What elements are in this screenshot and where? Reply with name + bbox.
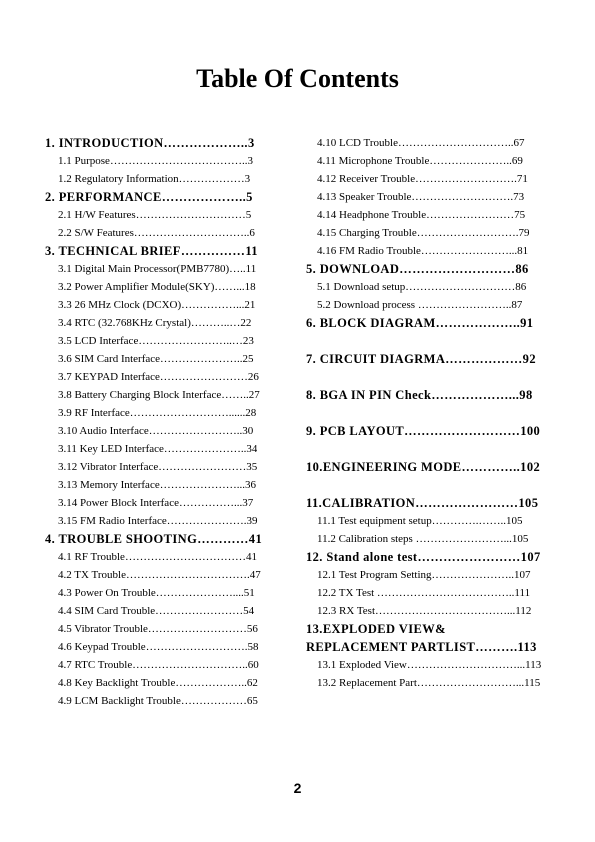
toc-subsection-entry: 2.2 S/W Features…………………………..6 [58,227,255,239]
toc-section-entry: 5. DOWNLOAD………………………86 [306,262,529,276]
toc-subsection-entry: 4.6 Keypad Trouble……………………….58 [58,641,259,653]
toc-section-entry: 7. CIRCUIT DIAGRMA………………92 [306,352,536,366]
toc-subsection-entry: 13.2 Replacement Part………………………...115 [317,677,541,689]
toc-subsection-entry: 3.15 FM Radio Interface………………….39 [58,515,258,527]
toc-section-entry: 2. PERFORMANCE………………..5 [45,190,253,204]
toc-subsection-entry: 11.1 Test equipment setup………….……..105 [317,515,523,527]
page-number: 2 [293,780,302,796]
toc-section-entry: 6. BLOCK DIAGRAM………………..91 [306,316,534,330]
toc-subsection-entry: 4.3 Power On Trouble…………………....51 [58,587,255,599]
toc-section-entry: 10.ENGINEERING MODE…………..102 [306,460,541,474]
toc-subsection-entry: 3.11 Key LED Interface…………………..34 [58,443,258,455]
toc-subsection-entry: 4.7 RTC Trouble…………………………..60 [58,659,259,671]
toc-subsection-entry: 4.2 TX Trouble…………………………….47 [58,569,261,581]
toc-subsection-entry: 12.1 Test Program Setting…………………..107 [317,569,531,581]
toc-subsection-entry: 3.12 Vibrator Interface……………………35 [58,461,258,473]
toc-subsection-entry: 3.8 Battery Charging Block Interface……..27 [58,389,260,401]
toc-section-entry: 9. PCB LAYOUT………………………100 [306,424,541,438]
toc-subsection-entry: 13.1 Exploded View…………………………...113 [317,659,542,671]
toc-subsection-entry: 4.10 LCD Trouble…………………………..67 [317,137,525,149]
toc-section-entry: 13.EXPLODED VIEW& [306,622,446,636]
toc-section-entry: 11.CALIBRATION……………………105 [306,496,539,510]
toc-subsection-entry: 4.4 SIM Card Trouble……………………54 [58,605,255,617]
toc-subsection-entry: 3.4 RTC (32.768KHz Crystal)………..…22 [58,317,252,329]
toc-subsection-entry: 12.3 RX Test………………………………...112 [317,605,532,617]
toc-subsection-entry: 3.2 Power Amplifier Module(SKY)……...18 [58,281,256,293]
page-title: Table Of Contents [196,64,399,93]
toc-section-entry: 3. TECHNICAL BRIEF……………11 [45,244,258,258]
toc-subsection-entry: 5.1 Download setup…………………………86 [317,281,527,293]
toc-subsection-entry: 4.11 Microphone Trouble…………………..69 [317,155,523,167]
toc-subsection-entry: 3.10 Audio Interface……………………..30 [58,425,254,437]
toc-section-entry: 12. Stand alone test……………………107 [306,550,541,564]
toc-section-entry: REPLACEMENT PARTLIST……….113 [306,640,537,654]
toc-subsection-entry: 4.1 RF Trouble……………………………41 [58,551,257,563]
toc-subsection-entry: 4.13 Speaker Trouble……………………….73 [317,191,525,203]
toc-section-entry: 1. INTRODUCTION………………..3 [45,136,255,150]
toc-section-entry: 8. BGA IN PIN Check………………...98 [306,388,533,402]
toc-subsection-entry: 3.13 Memory Interface…………………...36 [58,479,256,491]
toc-subsection-entry: 5.2 Download process ……………………..87 [317,299,523,311]
toc-subsection-entry: 4.15 Charging Trouble……………………….79 [317,227,530,239]
toc-subsection-entry: 4.16 FM Radio Trouble……………………...81 [317,245,529,257]
toc-subsection-entry: 3.7 KEYPAD Interface……………………26 [58,371,259,383]
toc-subsection-entry: 3.9 RF Interface………………………......28 [58,407,257,419]
toc-subsection-entry: 1.2 Regulatory Information………………3 [58,173,251,185]
toc-subsection-entry: 3.3 26 MHz Clock (DCXO)……………...21 [58,299,256,311]
toc-subsection-entry: 3.1 Digital Main Processor(PMB7780)…..11 [58,263,257,275]
toc-subsection-entry: 1.1 Purpose………………………………..3 [58,155,253,167]
toc-subsection-entry: 4.5 Vibrator Trouble………………………56 [58,623,258,635]
toc-subsection-entry: 3.6 SIM Card Interface…………………..25 [58,353,254,365]
toc-subsection-entry: 3.5 LCD Interface……………………..…23 [58,335,254,347]
toc-subsection-entry: 4.12 Receiver Trouble……………………….71 [317,173,528,185]
toc-subsection-entry: 12.2 TX Test ………………………………..111 [317,587,531,599]
toc-subsection-entry: 11.2 Calibration steps ……………………...105 [317,533,529,545]
toc-subsection-entry: 2.1 H/W Features…………………………5 [58,209,252,221]
toc-subsection-entry: 3.14 Power Block Interface……………...37 [58,497,254,509]
toc-subsection-entry: 4.9 LCM Backlight Trouble………………65 [58,695,258,707]
toc-subsection-entry: 4.8 Key Backlight Trouble………………..62 [58,677,258,689]
toc-subsection-entry: 4.14 Headphone Trouble……………………75 [317,209,526,221]
toc-section-entry: 4. TROUBLE SHOOTING…………41 [45,532,263,546]
